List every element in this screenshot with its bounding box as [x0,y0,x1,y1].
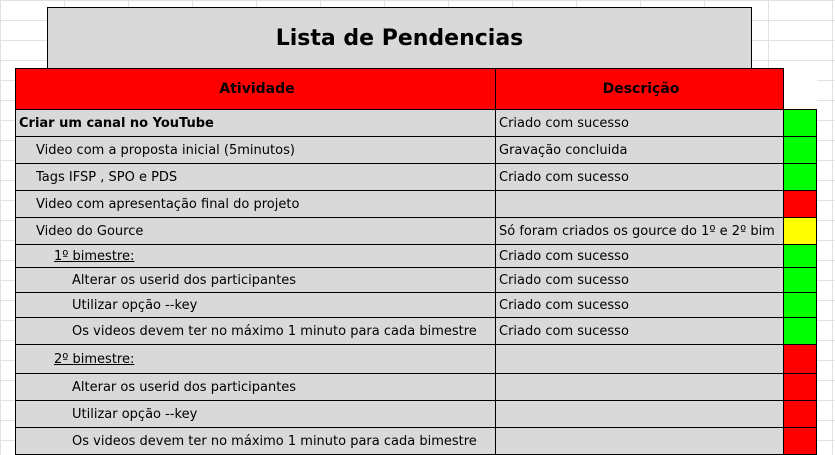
table-row [16,374,817,401]
description-cell[interactable]: Criado com sucesso [496,293,784,318]
status-cell-done[interactable] [784,164,817,191]
activity-cell[interactable]: Criar um canal no YouTube [16,110,496,137]
description-cell[interactable] [496,401,784,428]
table-row [16,318,817,345]
activity-cell[interactable]: Utilizar opção --key [16,293,496,318]
activity-cell[interactable]: 2º bimestre: [16,345,496,374]
status-cell-done[interactable] [784,245,817,268]
description-cell[interactable]: Criado com sucesso [496,164,784,191]
activity-cell[interactable]: Alterar os userid dos participantes [16,268,496,293]
status-cell-pending[interactable] [784,428,817,455]
activity-cell[interactable]: Alterar os userid dos participantes [16,374,496,401]
status-cell-done[interactable] [784,268,817,293]
sheet-title[interactable]: Lista de Pendencias [47,7,752,69]
status-cell-pending[interactable] [784,191,817,218]
header-description[interactable]: Descrição [496,69,784,110]
pending-list-table [15,68,817,455]
description-cell[interactable]: Criado com sucesso [496,245,784,268]
description-cell[interactable]: Gravação concluida [496,137,784,164]
activity-cell[interactable]: 1º bimestre: [16,245,496,268]
description-cell[interactable] [496,374,784,401]
status-cell-partial[interactable] [784,218,817,245]
description-cell[interactable]: Criado com sucesso [496,110,784,137]
header-row [16,69,817,110]
table-row [16,345,817,374]
activity-cell[interactable]: Utilizar opção --key [16,401,496,428]
table-row [16,137,817,164]
table-row [16,218,817,245]
table-row [16,164,817,191]
description-cell[interactable] [496,345,784,374]
table-row [16,268,817,293]
activity-cell[interactable]: Os videos devem ter no máximo 1 minuto para cada bimestre [16,428,496,455]
status-cell-done[interactable] [784,137,817,164]
table-row [16,110,817,137]
activity-cell[interactable]: Video com apresentação final do projeto [16,191,496,218]
table-row [16,293,817,318]
activity-cell[interactable]: Video do Gource [16,218,496,245]
table-row [16,401,817,428]
activity-cell[interactable]: Video com a proposta inicial (5minutos) [16,137,496,164]
description-cell[interactable] [496,428,784,455]
activity-cell[interactable]: Tags IFSP , SPO e PDS [16,164,496,191]
header-status-cell[interactable] [784,69,817,110]
table-row [16,245,817,268]
description-cell[interactable] [496,191,784,218]
status-cell-pending[interactable] [784,401,817,428]
activity-cell[interactable]: Os videos devem ter no máximo 1 minuto para cada bimestre [16,318,496,345]
table-row [16,428,817,455]
description-cell[interactable]: Só foram criados os gource do 1º e 2º bim [496,218,784,245]
description-cell[interactable]: Criado com sucesso [496,268,784,293]
status-cell-pending[interactable] [784,345,817,374]
status-cell-done[interactable] [784,110,817,137]
table-row [16,191,817,218]
status-cell-pending[interactable] [784,374,817,401]
description-cell[interactable]: Criado com sucesso [496,318,784,345]
header-activity[interactable]: Atividade [16,69,496,110]
status-cell-done[interactable] [784,293,817,318]
status-cell-done[interactable] [784,318,817,345]
